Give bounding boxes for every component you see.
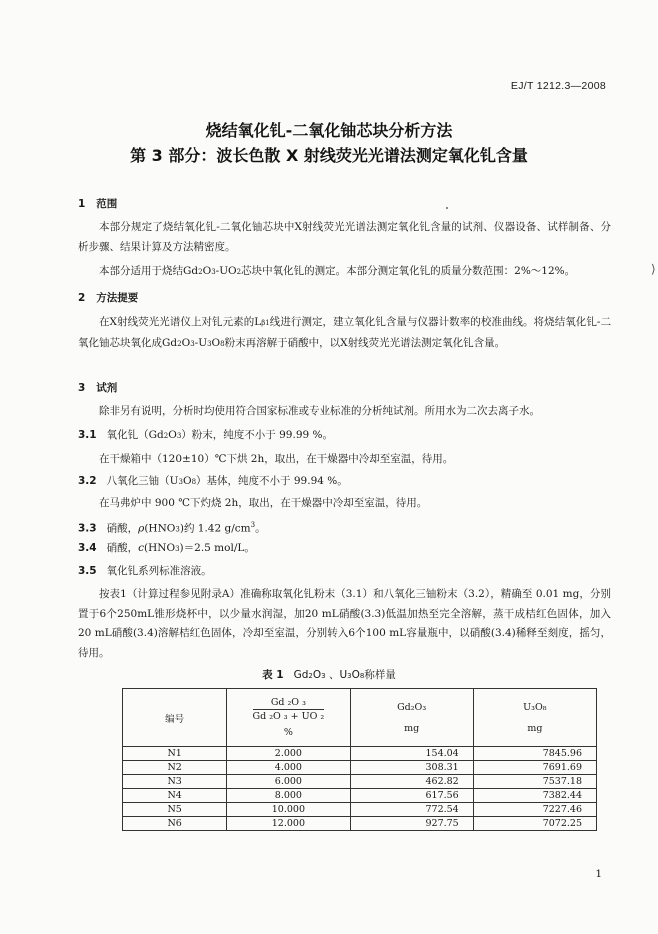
table-row — [123, 747, 597, 761]
cell-u3o8: 7382.44 — [473, 789, 596, 803]
header-u3o8-label: U₃O₈ — [523, 701, 547, 713]
title-line-1: 烧结氧化钆-二氧化铀芯块分析方法 — [205, 121, 453, 140]
table-row — [123, 803, 597, 817]
page-number: 1 — [595, 868, 602, 880]
item-3-2-detail: 在马弗炉中 900 ℃下灼烧 2h，取出，在干燥器中冷却至室温，待用。 — [99, 497, 428, 509]
header-ratio-numerator: Gd ₂O ₃ — [253, 696, 325, 710]
title-line-2: 第 3 部分：波长色散 X 射线荧光光谱法测定氧化钆含量 — [130, 146, 528, 165]
table-row — [123, 817, 597, 831]
header-gd2o3-label: Gd₂O₃ — [397, 701, 427, 713]
item-3-4: 3.4 硝酸，c(HNO3)＝2.5 mol/L。 — [78, 542, 255, 554]
sample-weights-table — [122, 688, 597, 831]
cell-id: N1 — [123, 747, 227, 761]
margin-mark: ⟩ — [651, 262, 656, 276]
cell-gd2o3: 154.04 — [350, 747, 473, 761]
item-3-3: 3.3 硝酸，ρ(HNO3)约 1.42 $g/cm^3$。 — [78, 521, 266, 535]
cell-ratio: 4.000 — [227, 761, 350, 775]
item-3-1: 3.1 氧化钆（Gd2O3）粉末，纯度不小于 99.99 %。 — [78, 429, 333, 441]
header-ratio-denominator: Gd ₂O ₃ + UO ₂ — [252, 711, 325, 722]
cell-ratio: 6.000 — [227, 775, 350, 789]
cell-id: N5 — [123, 803, 227, 817]
section-1-paragraph-2: 本部分适用于烧结Gd2O3-UO2芯块中氧化钆的测定。本部分测定氧化钆的质量分数范围：2%～12%。 — [99, 265, 576, 277]
cell-gd2o3: 617.56 — [350, 789, 473, 803]
table-caption: 表 1 Gd2O3 、U3O8称样量 — [262, 669, 396, 681]
scan-speck — [446, 207, 448, 209]
table-header-row — [123, 689, 597, 747]
table-row — [123, 789, 597, 803]
standard-number: EJ/T 1212.3—2008 — [510, 80, 606, 92]
cell-ratio: 12.000 — [227, 817, 350, 831]
cell-ratio: 2.000 — [227, 747, 350, 761]
section-2-heading: 2 方法提要 — [78, 292, 139, 304]
item-3-1-detail: 在干燥箱中（120±10）℃下烘 2h，取出，在干燥器中冷却至室温，待用。 — [99, 453, 454, 465]
section-3-intro: 除非另有说明，分析时均使用符合国家标准或专业标准的分析纯试剂。所用水为二次去离子水。 — [99, 405, 540, 417]
cell-u3o8: 7691.69 — [473, 761, 596, 775]
section-3-heading: 3 试剂 — [78, 382, 118, 394]
section-1-paragraph-1: 本部分规定了烧结氧化钆-二氧化铀芯块中X射线荧光光谱法测定氧化钆含量的试剂、仪器设备、试样制备、分析步骤、结果计算及方法精密度。 — [78, 221, 611, 253]
header-ratio-unit: % — [283, 727, 293, 738]
header-gd2o3 — [350, 689, 473, 747]
cell-u3o8: 7537.18 — [473, 775, 596, 789]
cell-ratio: 10.000 — [227, 803, 350, 817]
cell-gd2o3: 462.82 — [350, 775, 473, 789]
item-3-5: 3.5 氧化钆系列标准溶液。 — [78, 565, 212, 577]
cell-u3o8: 7845.96 — [473, 747, 596, 761]
header-ratio — [227, 689, 350, 747]
header-u3o8-unit: mg — [527, 722, 543, 734]
header-gd2o3-unit: mg — [404, 722, 420, 734]
cell-u3o8: 7072.25 — [473, 817, 596, 831]
cell-id: N6 — [123, 817, 227, 831]
cell-id: N2 — [123, 761, 227, 775]
cell-ratio: 8.000 — [227, 789, 350, 803]
cell-gd2o3: 927.75 — [350, 817, 473, 831]
table-row — [123, 775, 597, 789]
table-row — [123, 761, 597, 775]
cell-gd2o3: 308.31 — [350, 761, 473, 775]
item-3-2: 3.2 八氧化三铀（U3O8）基体，纯度不小于 99.94 %。 — [78, 475, 348, 487]
item-3-5-detail: 按表1（计算过程参见附录A）准确称取氧化钆粉末（3.1）和八氧化三铀粉末（3.2），精确至 0.01 mg，分别置于6个250mL锥形烧杯中，以少量水润湿，加20 mL硝酸(3.3)低温加热至完全溶解，蒸干成桔红色固体，加入20 mL硝酸(3.4)溶解桔红色固体，冷却至室温，分别转入6个100 mL容量瓶中，以硝酸(3.4)稀释至刻度，摇匀，待用。 — [78, 588, 611, 659]
section-1-heading: 1 范围 — [78, 198, 118, 210]
cell-u3o8: 7227.46 — [473, 803, 596, 817]
section-2-paragraph: 在X射线荧光光谱仪上对钆元素的Lβ1线进行测定，建立氧化钆含量与仪器计数率的校准曲线。将烧结氧化钆-二氧化铀芯块氧化成Gd2O3-U3O8粉末再溶解于硝酸中，以X射线荧光光谱法测定氧化钆含量。 — [78, 316, 612, 349]
cell-id: N3 — [123, 775, 227, 789]
header-u3o8 — [473, 689, 596, 747]
cell-gd2o3: 772.54 — [350, 803, 473, 817]
cell-id: N4 — [123, 789, 227, 803]
header-id: 编号 — [123, 689, 227, 747]
